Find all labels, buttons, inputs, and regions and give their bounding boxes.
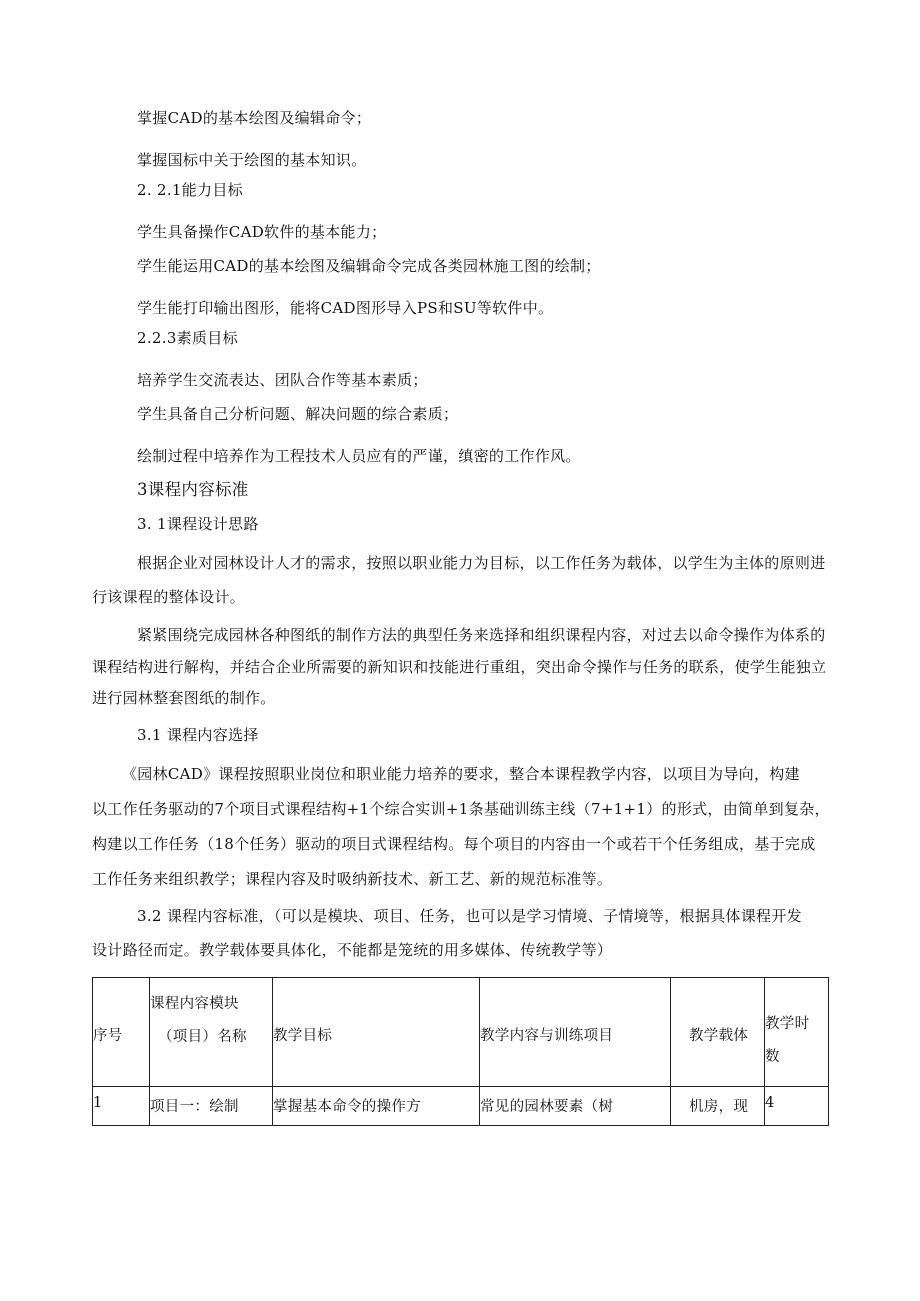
paragraph-line: 工作任务来组织教学；课程内容及时吸纳新技术、新工艺、新的规范标准等。 [92, 870, 613, 888]
table-cell: 常见的园林要素（树 [480, 1087, 671, 1126]
paragraph-line: 行该课程的整体设计。 [92, 588, 246, 606]
header-cell: 教学时 数 [765, 978, 829, 1087]
text-line: 学生具备操作CAD软件的基本能力； [137, 223, 387, 241]
text-line: 掌握国标中关于绘图的基本知识。 [137, 151, 367, 169]
section-heading: 3.1 课程内容选择 [137, 726, 259, 744]
paragraph-line: 3.2 课程内容标准，（可以是模块、项目、任务，也可以是学习情境、子情境等，根据具体课程开发 [137, 907, 802, 925]
table-row [93, 1087, 829, 1126]
header-cell: 教学内容与训练项目 [480, 978, 671, 1087]
table-cell: 掌握基本命令的操作方 [273, 1087, 480, 1126]
text-line: 培养学生交流表达、团队合作等基本素质； [137, 371, 428, 389]
section-heading: 2. 2.1能力目标 [137, 181, 243, 199]
paragraph-line: 根据企业对园林设计人才的需求，按照以职业能力为目标，以工作任务为载体，以学生为主体的原则进 [137, 554, 826, 572]
table-cell: 机房，现 [671, 1087, 765, 1126]
text-line: 学生能打印输出图形，能将CAD图形导入PS和SU等软件中。 [137, 299, 554, 317]
text-line: 掌握CAD的基本绘图及编辑命令； [137, 109, 372, 127]
paragraph-line: 进行园林整套图纸的制作。 [92, 689, 276, 707]
paragraph-line: 构建以工作任务（18个任务）驱动的项目式课程结构。每个项目的内容由一个或若干个任务组成，基于完成 [92, 835, 816, 853]
header-cell: 序号 [93, 978, 150, 1087]
paragraph-line: 《园林CAD》课程按照职业岗位和职业能力培养的要求，整合本课程教学内容，以项目为导向，构建 [122, 765, 800, 783]
paragraph-line: 紧紧围绕完成园林各种图纸的制作方法的典型任务来选择和组织课程内容，对过去以命令操作为体系的 [137, 626, 826, 644]
paragraph-line: 设计路径而定。教学载体要具体化，不能都是笼统的用多媒体、传统教学等） [92, 941, 613, 959]
section-heading: 2.2.3素质目标 [137, 329, 238, 347]
table-cell: 4 [765, 1087, 829, 1126]
paragraph-line: 课程结构进行解构，并结合企业所需要的新知识和技能进行重组，突出命令操作与任务的联系，使学生能独立 [92, 658, 827, 676]
chapter-heading: 3课程内容标准 [137, 480, 249, 499]
header-cell: 教学目标 [273, 978, 480, 1087]
table-header-row [93, 978, 829, 1087]
table-cell: 1 [93, 1087, 150, 1126]
text-line: 学生能运用CAD的基本绘图及编辑命令完成各类园林施工图的绘制； [137, 257, 601, 275]
table-cell: 项目一：绘制 [150, 1087, 273, 1126]
text-line: 学生具备自己分析问题、解决问题的综合素质； [137, 405, 459, 423]
header-cell: 课程内容模块 （项目）名称 [150, 978, 273, 1087]
section-heading: 3. 1课程设计思路 [137, 515, 259, 533]
course-content-table [92, 977, 829, 1126]
paragraph-line: 以工作任务驱动的7个项目式课程结构+1个综合实训+1条基础训练主线（7+1+1）的形式，由简单到复杂， [92, 800, 830, 818]
header-cell: 教学载体 [671, 978, 765, 1087]
text-line: 绘制过程中培养作为工程技术人员应有的严谨，缜密的工作作风。 [137, 447, 581, 465]
